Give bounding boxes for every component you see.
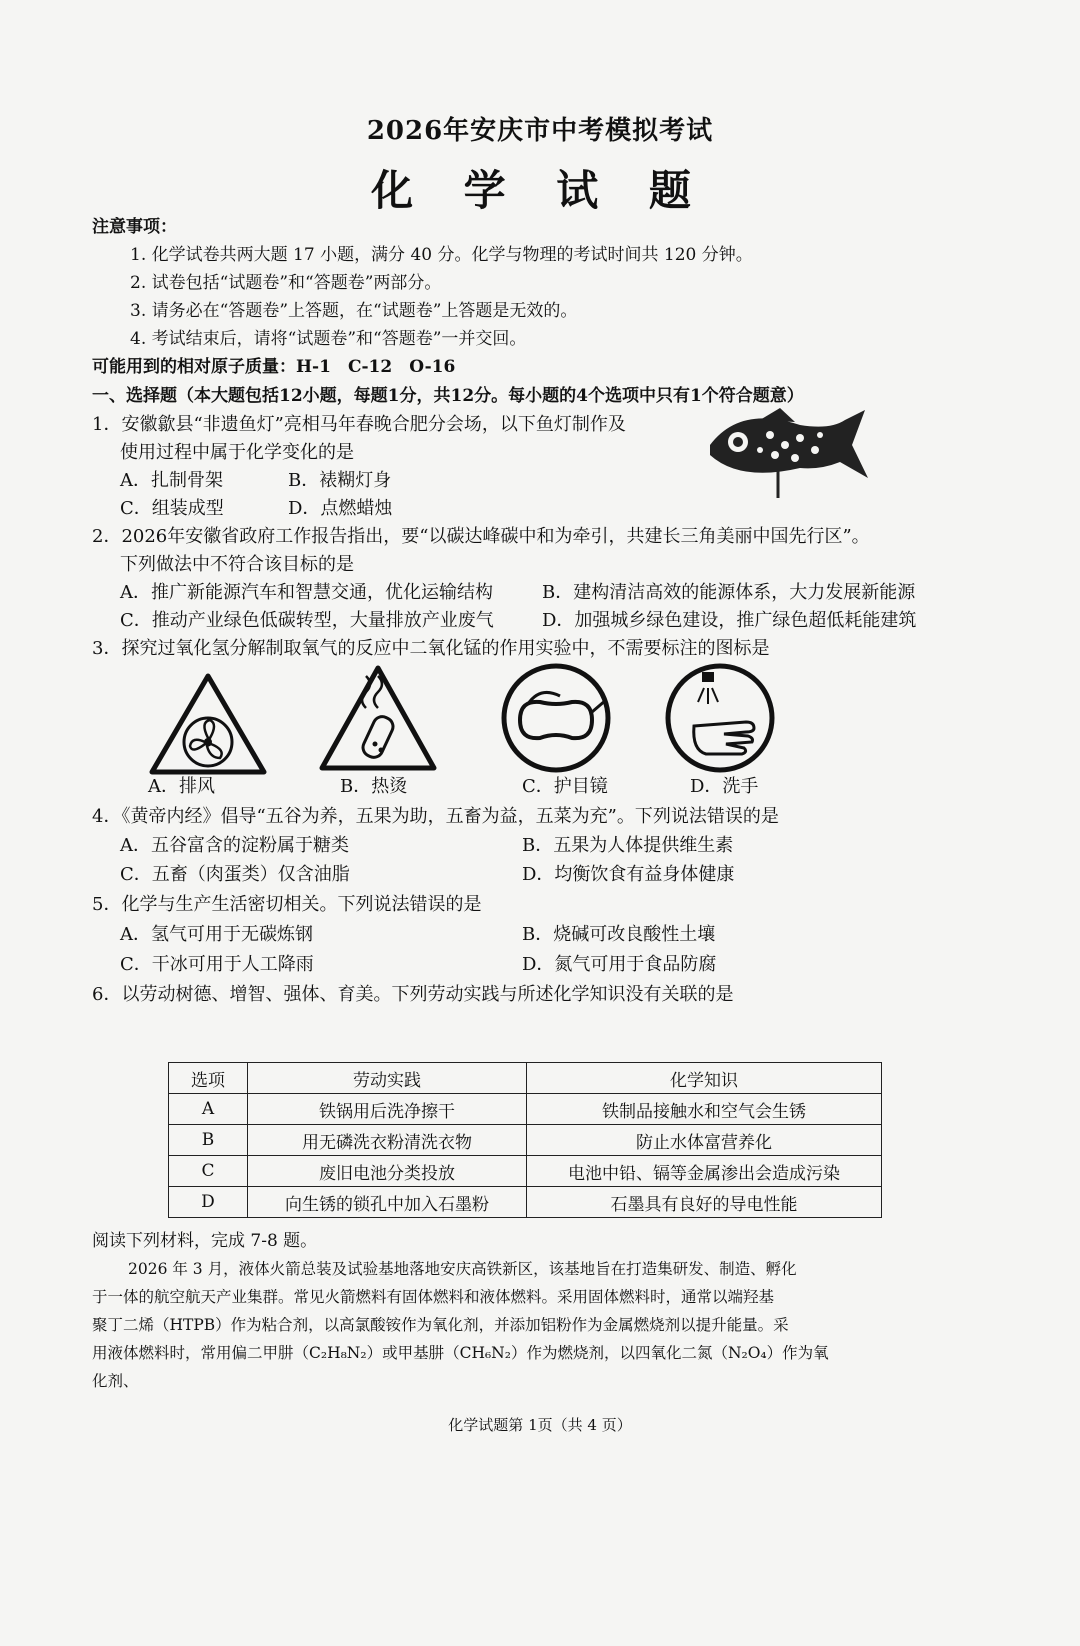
table-header: 化学知识 bbox=[527, 1063, 882, 1094]
q2-option-a: A．推广新能源汽车和智慧交通，优化运输结构 bbox=[120, 582, 493, 603]
reading-intro: 阅读下列材料，完成 7-8 题。 bbox=[92, 1231, 318, 1251]
table-header: 选项 bbox=[169, 1063, 248, 1094]
q1-option-c: C．组装成型 bbox=[120, 498, 224, 519]
q5-option-a: A．氢气可用于无碳炼钢 bbox=[120, 924, 313, 945]
q5-option-b: B．烧碱可改良酸性土壤 bbox=[522, 924, 716, 945]
table-cell: 铁制品接触水和空气会生锈 bbox=[527, 1094, 882, 1125]
note-item: 3. 请务必在“答题卷”上答题，在“试题卷”上答题是无效的。 bbox=[130, 301, 578, 321]
table-cell: 废旧电池分类投放 bbox=[248, 1156, 527, 1187]
page-footer: 化学试题第 1页（共 4 页） bbox=[448, 1416, 632, 1434]
q2-stem: 2．2026年安徽省政府工作报告指出，要“以碳达峰碳中和为牵引，共建长三角美丽中国先行区”。 bbox=[92, 526, 870, 547]
table-cell: 向生锈的锁孔中加入石墨粉 bbox=[248, 1187, 527, 1218]
goggles-icon bbox=[500, 662, 612, 774]
reading-line: 用液体燃料时，常用偏二甲肼（C₂H₈N₂）或甲基肼（CH₆N₂）作为燃烧剂，以四氧化二氮（N₂O₄）作为氧 bbox=[92, 1344, 829, 1362]
reading-line: 2026 年 3 月，液体火箭总装及试验基地落地安庆高铁新区，该基地旨在打造集研发、制造、孵化 bbox=[128, 1260, 797, 1278]
q2-option-b: B．建构清洁高效的能源体系，大力发展新能源 bbox=[542, 582, 916, 603]
table-row bbox=[169, 1125, 882, 1156]
table-row bbox=[169, 1094, 882, 1125]
q4-option-d: D．均衡饮食有益身体健康 bbox=[522, 864, 735, 885]
table-cell: 铁锅用后洗净擦干 bbox=[248, 1094, 527, 1125]
q1-option-d: D．点燃蜡烛 bbox=[288, 498, 393, 519]
table-cell: B bbox=[169, 1125, 248, 1156]
note-item: 1. 化学试卷共两大题 17 小题，满分 40 分。化学与物理的考试时间共 120 分钟。 bbox=[130, 245, 753, 265]
fish-lantern-image bbox=[700, 400, 870, 500]
table-row bbox=[169, 1156, 882, 1187]
q5-option-c: C．干冰可用于人工降雨 bbox=[120, 954, 314, 975]
table-cell: 石墨具有良好的导电性能 bbox=[527, 1187, 882, 1218]
q2-option-c: C．推动产业绿色低碳转型，大量排放产业废气 bbox=[120, 610, 494, 631]
reading-line: 化剂、 bbox=[92, 1372, 139, 1390]
q5-option-d: D．氮气可用于食品防腐 bbox=[522, 954, 717, 975]
note-item: 2. 试卷包括“试题卷”和“答题卷”两部分。 bbox=[130, 273, 442, 293]
q4-option-a: A．五谷富含的淀粉属于糖类 bbox=[120, 835, 349, 856]
hand-wash-icon bbox=[664, 662, 776, 774]
table-cell: A bbox=[169, 1094, 248, 1125]
table-cell: D bbox=[169, 1187, 248, 1218]
q2-stem-cont: 下列做法中不符合该目标的是 bbox=[120, 554, 354, 575]
q5-stem: 5．化学与生产生活密切相关。下列说法错误的是 bbox=[92, 894, 482, 915]
table-header-row bbox=[169, 1063, 882, 1094]
hot-surface-icon bbox=[318, 664, 438, 776]
table-cell: 电池中铅、镉等金属渗出会造成污染 bbox=[527, 1156, 882, 1187]
q3-stem: 3．探究过氧化氢分解制取氧气的反应中二氧化锰的作用实验中，不需要标注的图标是 bbox=[92, 638, 770, 659]
subject-title: 化 学 试 题 bbox=[371, 166, 709, 215]
q2-option-d: D．加强城乡绿色建设，推广绿色超低耗能建筑 bbox=[542, 610, 917, 631]
ventilation-icon bbox=[148, 672, 268, 776]
q4-option-c: C．五畜（肉蛋类）仅含油脂 bbox=[120, 864, 350, 885]
reading-line: 于一体的航空航天产业集群。常见火箭燃料有固体燃料和液体燃料。采用固体燃料时，通常以端羟基 bbox=[92, 1288, 775, 1306]
atomic-mass: 可能用到的相对原子质量：H-1 C-12 O-16 bbox=[92, 357, 456, 377]
q3-option-a: A．排风 bbox=[148, 776, 215, 797]
q6-table bbox=[168, 1062, 882, 1218]
q3-option-c: C．护目镜 bbox=[522, 776, 608, 797]
exam-title: 2026年安庆市中考模拟考试 bbox=[366, 116, 714, 146]
notes-heading: 注意事项： bbox=[92, 217, 177, 237]
q1-stem-cont: 使用过程中属于化学变化的是 bbox=[120, 442, 354, 463]
q3-option-b: B．热烫 bbox=[340, 776, 408, 797]
table-cell: C bbox=[169, 1156, 248, 1187]
q1-stem: 1．安徽歙县“非遗鱼灯”亮相马年春晚合肥分会场，以下鱼灯制作及 bbox=[92, 414, 626, 435]
reading-line: 聚丁二烯（HTPB）作为粘合剂，以高氯酸铵作为氧化剂，并添加铝粉作为金属燃烧剂以提升能量。采 bbox=[92, 1316, 789, 1334]
q4-option-b: B．五果为人体提供维生素 bbox=[522, 835, 734, 856]
note-item: 4. 考试结束后，请将“试题卷”和“答题卷”一并交回。 bbox=[130, 329, 527, 349]
q4-stem: 4．《黄帝内经》倡导“五谷为养，五果为助，五畜为益，五菜为充”。下列说法错误的是 bbox=[92, 806, 779, 827]
table-row bbox=[169, 1187, 882, 1218]
table-cell: 用无磷洗衣粉清洗衣物 bbox=[248, 1125, 527, 1156]
section-heading: 一、选择题（本大题包括12小题，每题1分，共12分。每小题的4个选项中只有1个符合题意） bbox=[92, 386, 804, 406]
q1-option-a: A．扎制骨架 bbox=[120, 470, 223, 491]
table-cell: 防止水体富营养化 bbox=[527, 1125, 882, 1156]
q1-option-b: B．裱糊灯身 bbox=[288, 470, 392, 491]
q3-option-d: D．洗手 bbox=[690, 776, 759, 797]
table-header: 劳动实践 bbox=[248, 1063, 527, 1094]
q6-stem: 6．以劳动树德、增智、强体、育美。下列劳动实践与所述化学知识没有关联的是 bbox=[92, 984, 734, 1005]
